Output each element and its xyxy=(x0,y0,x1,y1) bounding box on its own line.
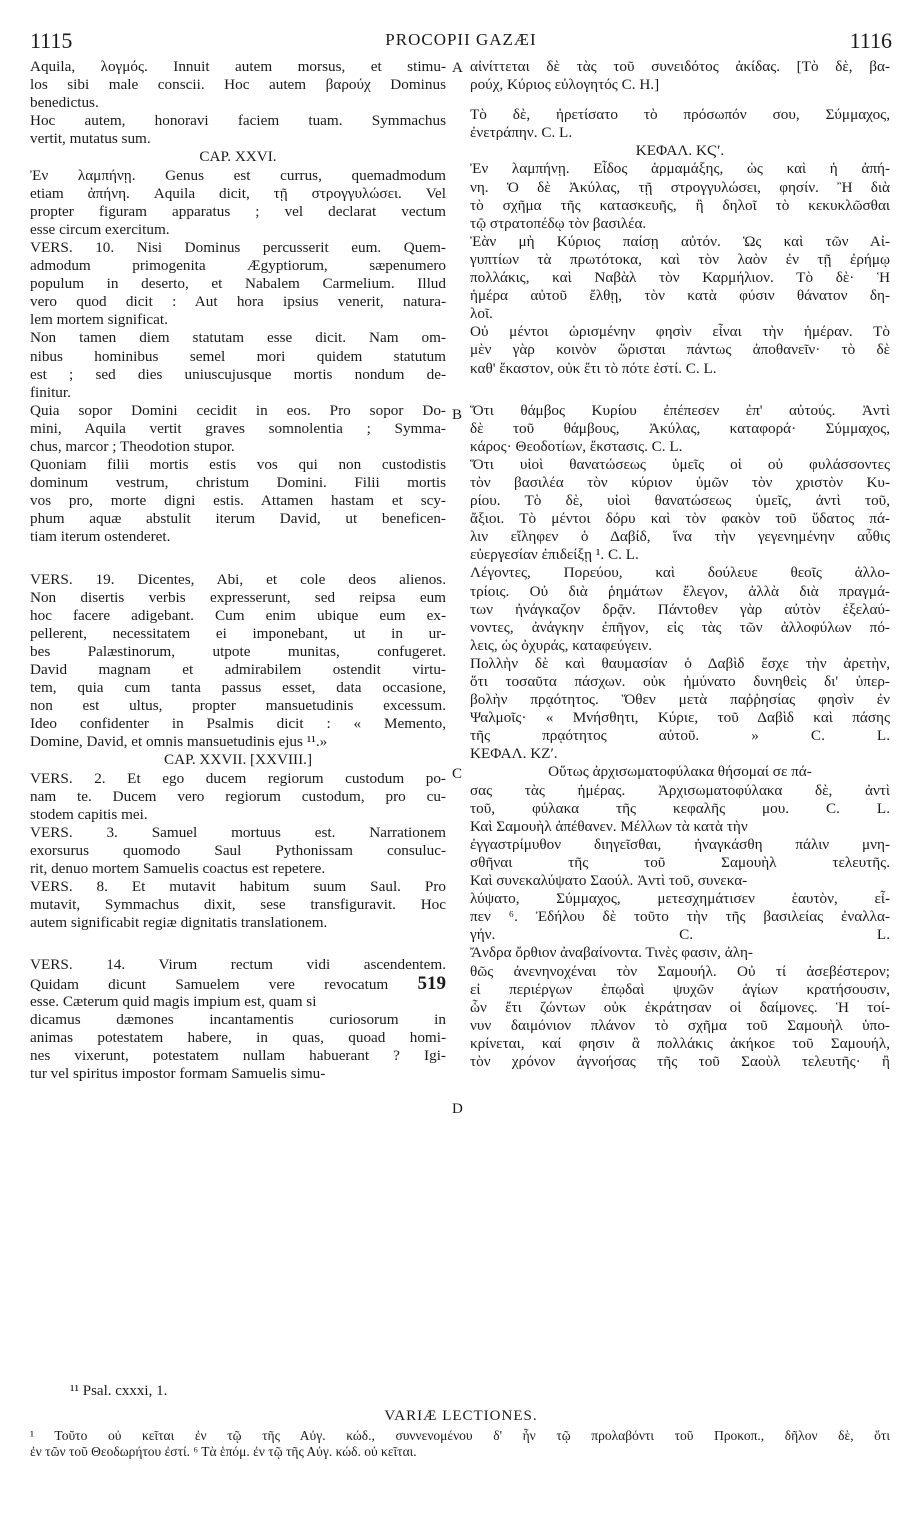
text-line: dominum vestrum, christum Domini. Filii mortis xyxy=(30,474,446,492)
text-line: hoc facere adigebant. Cum enim ubique eum ex- xyxy=(30,606,446,624)
text-line: σας τὰς ἡμέρας. Ἀρχισωματοφύλακα δὲ, ἀντὶ xyxy=(470,781,890,799)
text-line: λύψατο, Σύμμαχος, μετεσχημάτισεν ἑαυτὸν, εἶ- xyxy=(470,890,890,908)
text-line: Ὅτι υἱοὶ θανατώσεως ὑμεῖς οἱ οὐ φυλάσσοντες xyxy=(470,455,890,473)
text-line: est ; sed dies uniuscujusque mortis nondum de- xyxy=(30,365,446,383)
text-line: νοντες, ἀνάγκην ἐπῆγον, εἰς τὰς τῶν ἀλλοφύλων πό- xyxy=(470,618,890,636)
footnote: ¹¹ Psal. cxxxi, 1. xyxy=(70,1383,168,1399)
text-line: Hoc autem, honoravi faciem tuam. Symmachus xyxy=(30,112,446,130)
text-line: vos pro, morte digni estis. Attamen hastam et scy- xyxy=(30,492,446,510)
text-line: exorsurus quomodo Saul Pythonissam consuluc- xyxy=(30,841,446,859)
margin-letter-b: B xyxy=(452,407,463,423)
text-line: των ἠνάγκαζον δρᾷν. Πάντοθεν γὰρ αὐτὸν ἐξελαύ- xyxy=(470,600,890,618)
text-line: finitur. xyxy=(30,383,71,401)
latin-column xyxy=(30,58,446,1083)
text-line: ΚΕΦΑΛ. ΚΖʹ. xyxy=(470,745,558,763)
text-line: Ἐὰν μὴ Κύριος παίσῃ αὐτόν. Ὡς καὶ τῶν Αἰ- xyxy=(470,232,890,250)
text-line: Τὸ δὲ, ἠρετίσατο τὸ πρόσωπόν σου, Σύμμαχος, xyxy=(470,106,890,124)
text-line: τῆς πρᾳότητος αὐτοῦ. » C. L. xyxy=(470,727,890,745)
text-line: εὐεργεσίαν ἐπιδείξῃ ¹. C. L. xyxy=(470,546,639,564)
text-line: Καὶ Σαμουὴλ ἀπέθανεν. Μέλλων τὰ κατὰ τὴν xyxy=(470,817,748,835)
chapter-heading: CAP. XXVII. [XXVIII.] xyxy=(163,751,313,769)
chapter-heading: ΚΕΦΑΛ. ΚϚʹ. xyxy=(635,142,725,160)
text-line: ἐγγαστρίμυθον διηγεῖσθαι, ἠναγκάσθη πάλιν μνη- xyxy=(470,835,890,853)
variant-reading-line: ἐν τῶν τοῦ Θεοδωρήτου ἐστί. ⁶ Τὰ ἑπόμ. ἐν τῷ τῆς Αὐγ. κώδ. οὐ κεῖται. xyxy=(30,1444,417,1459)
text-line: VERS. 19. Dicentes, Abi, et cole deos alienos. xyxy=(30,570,446,588)
text-line: αἰνίττεται δὲ τὰς τοῦ συνειδότος ἀκίδας. [Τὸ δὲ, βα- xyxy=(470,58,890,75)
text-line: nam te. Ducem vero regiorum custodum, pro cu- xyxy=(30,787,446,805)
text-line: Quoniam filii mortis estis vos qui non custodistis xyxy=(30,456,446,474)
chapter-heading: CAP. XXVI. xyxy=(199,148,277,166)
text-line: πολλάκις, καὶ Ναβὰλ τὸν Καρμήλιον. Τὸ δὲ· Ἡ xyxy=(470,269,890,287)
text-line: lem mortem significat. xyxy=(30,311,168,329)
text-line: ρούχ, Κύριος εὐλογητός C. H.] xyxy=(470,76,660,94)
text-line: propter figuram apparatus ; vel declarat vectum xyxy=(30,202,446,220)
text-line: ἐνετράπην. C. L. xyxy=(470,124,573,142)
text-line: Non disertis verbis expresserunt, sed reipsa eum xyxy=(30,588,446,606)
text-line: etiam ἀπήνη. Aquila dicit, τῇ στρογγυλώσει. Vel xyxy=(30,184,446,202)
text-line: τῷ στρατοπέδῳ τὸν βασιλέα. xyxy=(470,214,647,232)
greek-column xyxy=(470,58,890,1071)
text-line: τοῦ, φύλακα τῆς κεφαλῆς μου. C. L. xyxy=(470,799,890,817)
text-line: Ἐν λαμπήνῃ. Εἶδος ἁρμαμάξης, ὡς καὶ ἡ ἀπή- xyxy=(470,160,890,178)
text-line: πεν ⁶. Ἐδήλου δὲ τοῦτο τὴν τῆς βασιλείας ἐναλλα- xyxy=(470,908,890,926)
text-line: τὸ σχῆμα τῆς κατασκευῆς, ἢ δηλοῖ τὸ κεκυκλῶσθαι xyxy=(470,196,890,214)
text-line: Λέγοντες, Πορεύου, καὶ δούλευε θεοῖς ἀλλο- xyxy=(470,564,890,582)
text-line: ἡμέρα αὐτοῦ ἔλθῃ, τὸν κατὰ φύσιν θάνατον δη- xyxy=(470,287,890,305)
text-line: tiam iterum ostenderet. xyxy=(30,528,171,546)
chapter-heading: Οὕτως ἀρχισωματοφύλακα θήσομαί σε πά- xyxy=(548,763,812,781)
text-line: κρίνεται, καί φησιν ἃ πολλάκις ἀκήκοε τοῦ Σαμουήλ, xyxy=(470,1034,890,1052)
text-line: δὲ τοῦ θάμβους, Ἀκύλας, καταφορά· Σύμμαχος, xyxy=(470,419,890,437)
text-line: κάρος· Θεοδοτίων, ἔκστασις. C. L. xyxy=(470,437,683,455)
text-line: γυπτίων τὰ πρωτότοκα, καὶ τὸν λαὸν ἐν τῇ ἐρήμῳ xyxy=(470,250,890,268)
text-line: ὧν ἔτι ζώντων οὐκ ἐκράτησαν οἱ δαίμονες. Ἡ τοί- xyxy=(470,998,890,1016)
text-line xyxy=(470,94,890,106)
text-line: vero quod dicit : Aut hora ipsius venerit, natura- xyxy=(30,293,446,311)
text-line: λοῖ. xyxy=(470,305,493,323)
text-line: Aquila, λογμός. Innuit autem morsus, et stimu- xyxy=(30,58,446,75)
text-line: nibus hominibus semel mori quidem statutum xyxy=(30,347,446,365)
text-line: τὸν χρόνον ἀγνοήσας τῆς τοῦ Σαοὺλ τελευτῆς· ἢ xyxy=(470,1052,890,1070)
right-page-number: 1116 xyxy=(849,28,892,53)
text-line xyxy=(470,378,890,402)
text-line: ὅτι τοσαῦτα πάσχων. οὐκ ἠμύνατο δυνηθεὶς δι' ὑπερ- xyxy=(470,673,890,690)
variant-reading-line: ¹ Τοῦτο οὐ κεῖται ἐν τῷ τῆς Αὐγ. κώδ., συννενομένου δ' ἦν τῷ προλαβόντι τοῦ Προκοπ., δῆλον δὲ, ὅτι xyxy=(30,1428,890,1443)
text-line: Ὅτι θάμβος Κυρίου ἐπέπεσεν ἐπ' αὐτούς. Ἀντὶ xyxy=(470,401,890,419)
text-line: tem, quia cum tanta passus esset, data occasione, xyxy=(30,679,446,697)
text-line: Non tamen diem statutam esse dicit. Nam om- xyxy=(30,329,446,347)
text-line: θῶς ἀνενηνοχέναι τὸν Σαμουήλ. Οὐ τί ἀσεβέστερον; xyxy=(470,962,890,980)
text-line: VERS. 8. Et mutavit habitum suum Saul. Pro xyxy=(30,878,446,896)
text-line: mini, Aquila vertit graves somnolentia ; Symma- xyxy=(30,419,446,437)
text-line: τὸν βασιλέα τὸν κύριον ὑμῶν τὸν χριστὸν Κυ- xyxy=(470,473,890,491)
text-line: Quidam dicunt Samuelem vere revocatum 519 xyxy=(30,974,446,993)
margin-letter-c: C xyxy=(452,766,463,782)
text-line: ρίου. Τὸ δὲ, υἱοὶ θανατώσεως ὑμεῖς, ἀντὶ τοῦ, xyxy=(470,492,890,510)
text-line: εἰ περιέργων ἐπῳδαὶ ψυχῶν ἁγίων κρατήσουσιν, xyxy=(470,980,890,998)
text-line: rit, denuo mortem Samuelis coactus est repetere. xyxy=(30,860,326,878)
text-line: Πολλὴν δὲ καὶ θαυμασίαν ὁ Δαβὶδ ἔσχε τὴν ἀρετὴν, xyxy=(470,654,890,672)
text-line: chus, marcor ; Theodotion stupor. xyxy=(30,437,235,455)
text-line: VERS. 14. Virum rectum vidi ascendentem. xyxy=(30,956,446,974)
text-line: autem significabit regiæ dignitatis translationem. xyxy=(30,914,328,932)
text-line xyxy=(30,547,446,571)
text-line: Ψαλμοῖς· « Μνήσθητι, Κύριε, τοῦ Δαβὶδ καὶ πάσης xyxy=(470,709,890,727)
text-line: los sibi male conscii. Hoc autem βαρούχ Dominus xyxy=(30,76,446,94)
text-line: Ideo confidenter in Psalmis dicit : « Memento, xyxy=(30,715,446,733)
text-line: νυν δαιμόνιον πλάνον τὸ σχῆμα τοῦ Σαμουὴλ ὑπο- xyxy=(470,1016,890,1034)
text-line xyxy=(30,932,446,956)
text-line: καθ' ἕκαστον, οὐκ ἔτι τὸ πότε ἐστί. C. L. xyxy=(470,359,717,377)
text-line: γήν. C. L. xyxy=(470,926,890,944)
text-line: animas potestatem habere, in quas, quoad homi- xyxy=(30,1028,446,1046)
text-line: admodum primogenita Ægyptiorum, sæpenumero xyxy=(30,257,446,275)
running-title: PROCOPII GAZÆI xyxy=(385,30,537,49)
text-line: Οὐ μέντοι ὡρισμένην φησὶν εἶναι τὴν ἡμέραν. Τὸ xyxy=(470,323,890,341)
text-line: Ἄνδρα ὄρθιον ἀναβαίνοντα. Τινὲς φασιν, ἀλη- xyxy=(470,944,753,962)
text-line: λεις, ὡς ὀχυράς, καταφεύγειν. xyxy=(470,636,653,654)
text-line: VERS. 3. Samuel mortuus est. Narrationem xyxy=(30,823,446,841)
text-line: νη. Ὁ δὲ Ἀκύλας, τῇ στρογγυλώσει, φησίν. Ἢ διὰ xyxy=(470,178,890,196)
text-line: VERS. 10. Nisi Dominus percusserit eum. Quem- xyxy=(30,238,446,256)
left-page-number: 1115 xyxy=(30,28,73,53)
text-line: tur vel spiritus impostor formam Samuelis simu- xyxy=(30,1064,326,1082)
column-number: 519 xyxy=(417,974,446,993)
text-line: μὲν γὰρ κοινὸν ὥρισται πάντως ἀποθανεῖν· τὸ δὲ xyxy=(470,341,890,359)
text-line: σθῆναι τῆς τοῦ Σαμουὴλ τελευτῆς. xyxy=(470,853,890,871)
page-header xyxy=(30,28,892,54)
text-line: VERS. 2. Et ego ducem regiorum custodum po- xyxy=(30,769,446,787)
text-line: Quia sopor Domini cecidit in eos. Pro sopor Do- xyxy=(30,401,446,419)
text-line: pellerent, necessitatem ei imponebant, ut in ur- xyxy=(30,624,446,642)
text-line: esse circum exercitum. xyxy=(30,220,170,238)
text-line: esse. Cæterum quid magis impium est, quam si xyxy=(30,992,317,1010)
variae-lectiones-heading: VARIÆ LECTIONES. xyxy=(384,1408,538,1424)
text-line: phum aquæ abstulit iterum David, ut beneficen- xyxy=(30,510,446,528)
text-line: λιν εἴληφεν ὁ Δαβίδ, ἵνα τὴν γεγενημένην αὖθις xyxy=(470,528,890,546)
text-line: dicamus dæmones incantamentis curiosorum in xyxy=(30,1010,446,1028)
text-line: stodem capitis mei. xyxy=(30,805,148,823)
text-line: mutavit, Symmachus dixit, sese transfiguravit. Hoc xyxy=(30,896,446,914)
text-line: populum in deserto, et Nabalem Carmelium. Illud xyxy=(30,275,446,293)
text-line: non est ultus, propter mansuetudinis excessum. xyxy=(30,697,446,715)
text-line: benedictus. xyxy=(30,94,99,112)
text-line: bes Palæstinorum, utpote munitas, confugeret. xyxy=(30,642,446,660)
variae-lectiones xyxy=(30,1428,890,1460)
text-line: τρίοις. Οὐ διὰ ῥημάτων ἔλεγον, ἀλλὰ διὰ πραγμά- xyxy=(470,582,890,600)
text-line: βολὴν πρᾳότητος. Ὅθεν μετὰ παῤῥησίας φησὶν ἐν xyxy=(470,691,890,709)
text-line: Καὶ συνεκαλύψατο Σαούλ. Ἀντὶ τοῦ, συνεκα- xyxy=(470,872,748,890)
text-line: Domine, David, et omnis mansuetudinis ejus ¹¹.» xyxy=(30,733,328,751)
text-line: ἄξιοι. Τὸ μέντοι δόρυ καὶ τὸν φακὸν τοῦ ὕδατος πά- xyxy=(470,510,890,528)
text-line: Ἐν λαμπήνῃ. Genus est currus, quemadmodum xyxy=(30,166,446,184)
margin-letter-d: D xyxy=(452,1101,463,1117)
margin-letter-a: A xyxy=(452,60,463,76)
text-line: David magnam et admirabilem ostendit virtu- xyxy=(30,661,446,678)
text-line: vertit, mutatus sum. xyxy=(30,130,151,148)
text-line: nes vixerunt, potestatem nullam habuerant ? Igi- xyxy=(30,1046,446,1064)
